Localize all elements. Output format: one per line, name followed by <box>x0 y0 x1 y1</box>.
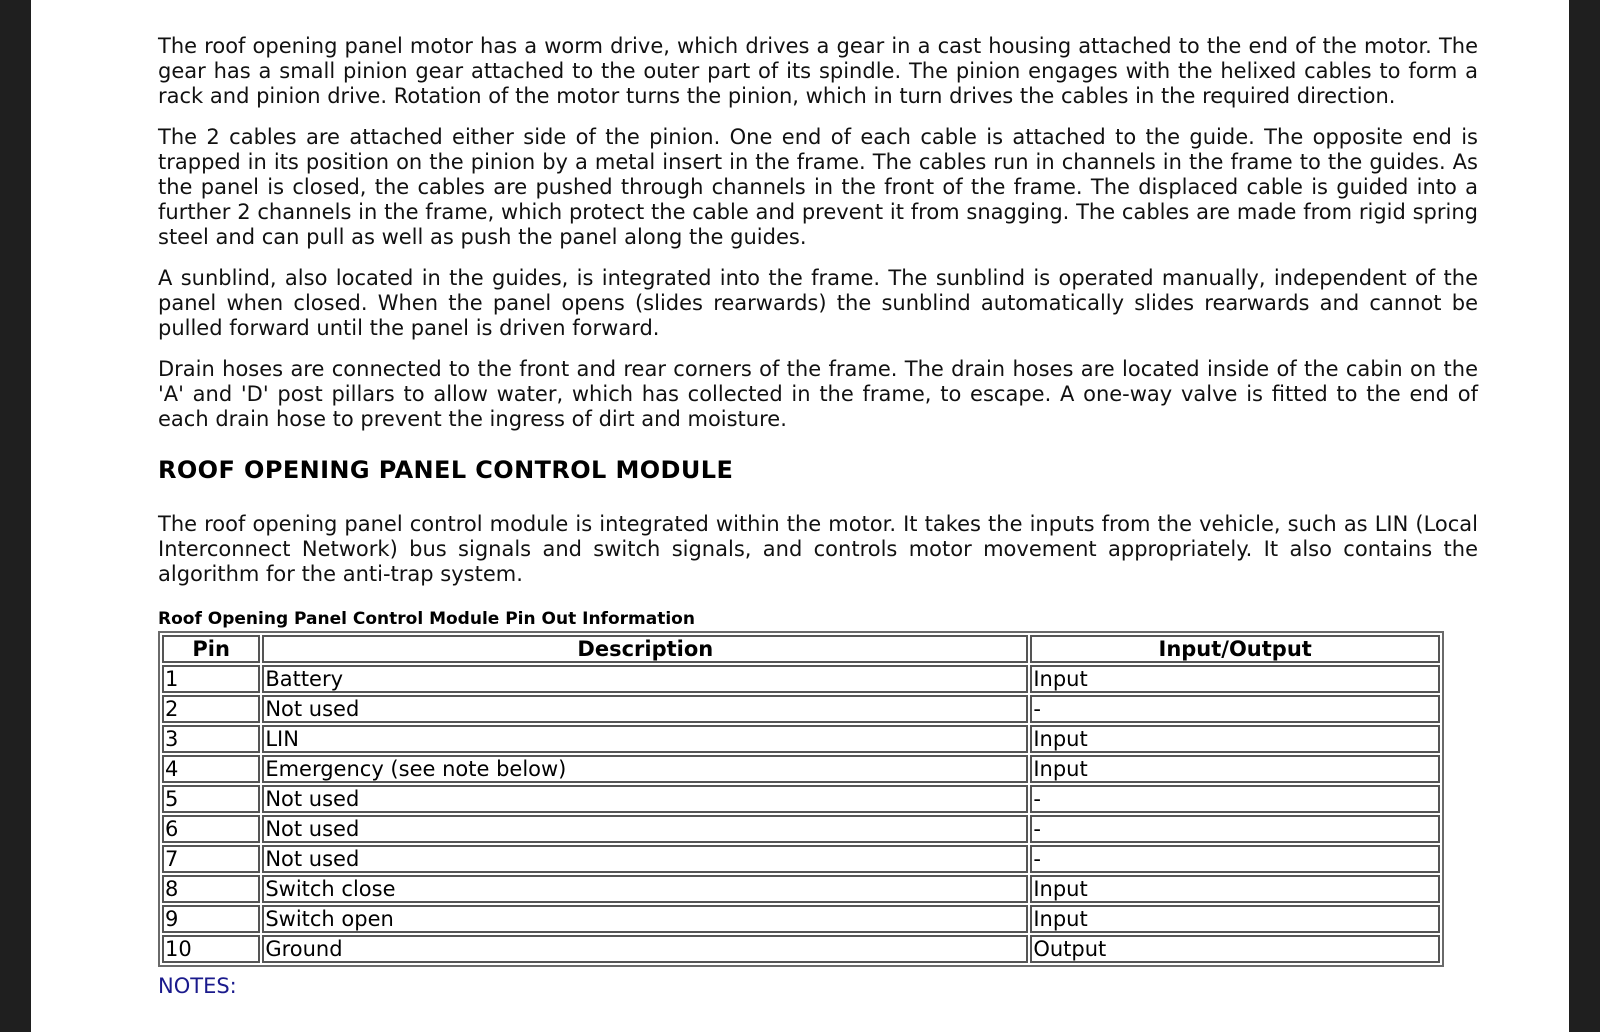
paragraph-cables: The 2 cables are attached either side of the pinion. One end of each cable is attached to the guide. The opposite end is trapped in its position on the pinion by a metal insert in the frame. The cables run in channels in the frame to the guides. As the panel is closed, the cables are pushed through channels in the front of the frame. The displaced cable is guided into a further 2 channels in the frame, which protect the cable and prevent it from snagging. The cables are made from rigid spring steel and can pull as well as push the panel along the guides. <box>158 125 1478 249</box>
cell-io: - <box>1030 815 1440 843</box>
cell-io: Input <box>1030 875 1440 903</box>
cell-io: - <box>1030 695 1440 723</box>
cell-description: LIN <box>262 725 1028 753</box>
table-header-row <box>162 635 1440 663</box>
header-pin: Pin <box>162 635 260 663</box>
cell-pin: 8 <box>162 875 260 903</box>
table-row <box>162 695 1440 723</box>
section-heading: ROOF OPENING PANEL CONTROL MODULE <box>158 456 734 484</box>
table-row <box>162 905 1440 933</box>
cell-description: Emergency (see note below) <box>262 755 1028 783</box>
table-caption: Roof Opening Panel Control Module Pin Out Information <box>158 609 695 629</box>
cell-pin: 10 <box>162 935 260 963</box>
table-row <box>162 815 1440 843</box>
cell-pin: 7 <box>162 845 260 873</box>
table-row <box>162 845 1440 873</box>
table-row <box>162 755 1440 783</box>
document-page <box>31 0 1569 1032</box>
cell-io: Input <box>1030 755 1440 783</box>
cell-io: Output <box>1030 935 1440 963</box>
table-row <box>162 875 1440 903</box>
cell-description: Battery <box>262 665 1028 693</box>
cell-pin: 2 <box>162 695 260 723</box>
header-input-output: Input/Output <box>1030 635 1440 663</box>
cell-pin: 6 <box>162 815 260 843</box>
paragraph-sunblind: A sunblind, also located in the guides, is integrated into the frame. The sunblind is operated manually, independent of the panel when closed. When the panel opens (slides rearwards) the sunblind automatically slides rearwards and cannot be pulled forward until the panel is driven forward. <box>158 266 1478 340</box>
cell-io: Input <box>1030 725 1440 753</box>
header-description: Description <box>262 635 1028 663</box>
cell-description: Not used <box>262 695 1028 723</box>
cell-description: Not used <box>262 845 1028 873</box>
cell-io: Input <box>1030 905 1440 933</box>
table-row <box>162 725 1440 753</box>
cell-description: Switch close <box>262 875 1028 903</box>
paragraph-control-module: The roof opening panel control module is integrated within the motor. It takes the inputs from the vehicle, such as LIN (Local Interconnect Network) bus signals and switch signals, and controls motor movement appropriately. It also contains the algorithm for the anti-trap system. <box>158 512 1478 586</box>
paragraph-motor-drive: The roof opening panel motor has a worm drive, which drives a gear in a cast housing attached to the end of the motor. The gear has a small pinion gear attached to the outer part of its spindle. The pinion engages with the helixed cables to form a rack and pinion drive. Rotation of the motor turns the pinion, which in turn drives the cables in the required direction. <box>158 34 1478 108</box>
table-row <box>162 785 1440 813</box>
cell-description: Switch open <box>262 905 1028 933</box>
cell-io: Input <box>1030 665 1440 693</box>
cell-pin: 4 <box>162 755 260 783</box>
cell-description: Not used <box>262 785 1028 813</box>
cell-io: - <box>1030 785 1440 813</box>
cell-io: - <box>1030 845 1440 873</box>
cell-pin: 5 <box>162 785 260 813</box>
paragraph-drain-hoses: Drain hoses are connected to the front and rear corners of the frame. The drain hoses are located inside of the cabin on the 'A' and 'D' post pillars to allow water, which has collected in the frame, to escape. A one-way valve is fitted to the end of each drain hose to prevent the ingress of dirt and moisture. <box>158 357 1478 431</box>
cell-pin: 3 <box>162 725 260 753</box>
table-row <box>162 935 1440 963</box>
cell-pin: 1 <box>162 665 260 693</box>
cell-pin: 9 <box>162 905 260 933</box>
cell-description: Ground <box>262 935 1028 963</box>
document-content <box>158 34 1478 999</box>
pin-out-table <box>158 631 1444 967</box>
cell-description: Not used <box>262 815 1028 843</box>
table-row <box>162 665 1440 693</box>
notes-label: NOTES: <box>158 974 237 998</box>
